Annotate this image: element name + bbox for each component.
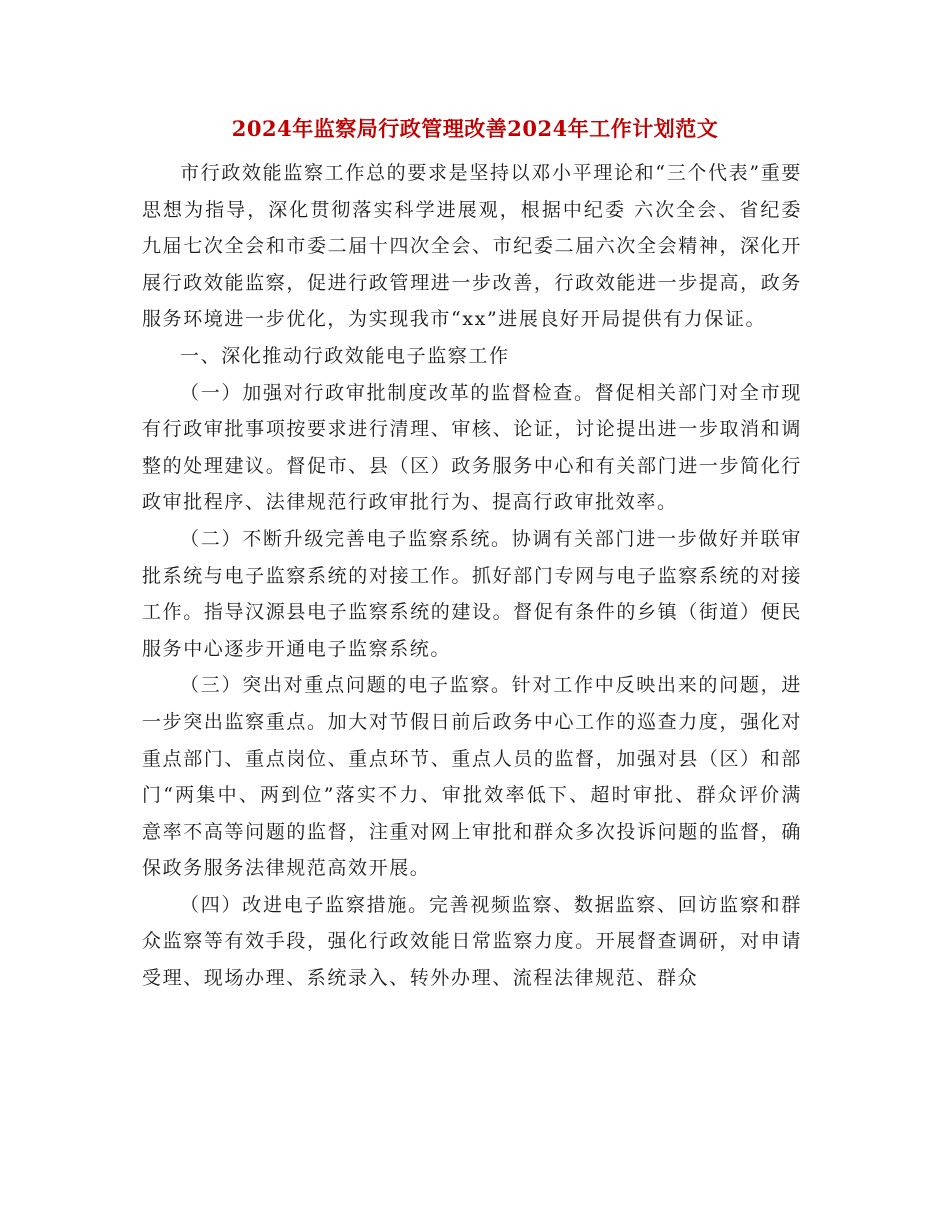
paragraph-item-1: （一）加强对行政审批制度改革的监督检查。督促相关部门对全市现有行政审批事项按要求进行清理、审核、论证，讨论提出进一步取消和调整的处理建议。督促市、县（区）政务服务中心和有关部门进一步简化行政审批程序、法律规范行政审批行为、提高行政审批效率。 (142, 381, 802, 514)
paragraph-intro: 市行政效能监察工作总的要求是坚持以邓小平理论和“三个代表”重要思想为指导，深化贯彻落实科学进展观，根据中纪委 六次全会、省纪委九届七次全会和市委二届十四次全会、市纪委二届六次全会精神，深化开展行政效能监察，促进行政管理进一步改善，行政效能进一步提高，政务服务环境进一步优化，为实现我市“xx”进展良好开局提供有力保证。 (142, 162, 802, 331)
document-title: 2024年监察局行政管理改善2024年工作计划范文 (231, 116, 719, 141)
paragraph-item-3: （三）突出对重点问题的电子监察。针对工作中反映出来的问题，进一步突出监察重点。加大对节假日前后政务中心工作的巡查力度，强化对重点部门、重点岗位、重点环节、重点人员的监督，加强对县（区）和部门“两集中、两到位”落实不力、审批效率低下、超时审批、群众评价满意率不高等问题的监督，注重对网上审批和群众多次投诉问题的监督，确保政务服务法律规范高效开展。 (142, 674, 802, 880)
paragraph-item-4: （四）改进电子监察措施。完善视频监察、数据监察、回访监察和群众监察等有效手段，强化行政效能日常监察力度。开展督查调研，对申请受理、现场办理、系统录入、转外办理、流程法律规范、群众 (142, 893, 802, 990)
section-heading-1: 一、深化推动行政效能电子监察工作 (180, 344, 510, 367)
paragraph-item-2: （二）不断升级完善电子监察系统。协调有关部门进一步做好并联审批系统与电子监察系统的对接工作。抓好部门专网与电子监察系统的对接工作。指导汉源县电子监察系统的建设。督促有条件的乡镇（街道）便民服务中心逐步开通电子监察系统。 (142, 527, 802, 660)
document-body (142, 155, 802, 997)
